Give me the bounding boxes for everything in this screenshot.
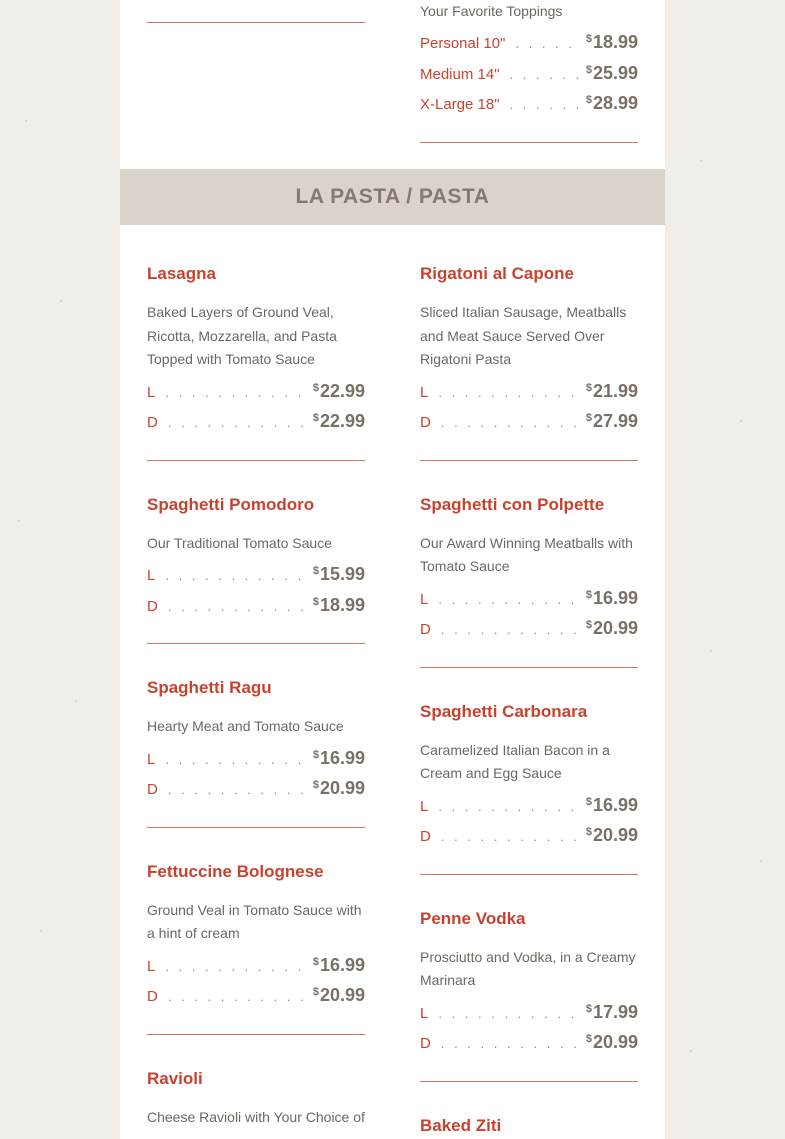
price-row xyxy=(420,93,638,124)
menu-item xyxy=(147,1055,365,1130)
item-title: Baked Ziti xyxy=(420,1115,502,1135)
price-value xyxy=(313,778,365,799)
price-row xyxy=(420,1002,638,1033)
price-value xyxy=(313,748,365,769)
price-row xyxy=(147,748,365,779)
price-row xyxy=(420,588,638,619)
dot-leader xyxy=(515,36,579,51)
price-row xyxy=(147,985,365,1016)
menu-item xyxy=(420,895,638,1082)
dot-leader xyxy=(510,97,580,112)
item-description: Our Award Winning Meatballs with Tomato Sauce xyxy=(420,534,633,574)
dot-leader xyxy=(168,599,307,614)
size-label: D xyxy=(147,781,158,798)
price-value xyxy=(586,1002,638,1023)
item-description: Sliced Italian Sausage, Meatballs and Meat Sauce Served Over Rigatoni Pasta xyxy=(420,304,627,367)
price-value xyxy=(586,1032,638,1053)
item-divider xyxy=(147,460,365,461)
price-value xyxy=(586,588,638,609)
size-label: L xyxy=(147,750,156,768)
item-divider xyxy=(147,827,365,828)
item-description: Our Traditional Tomato Sauce xyxy=(147,534,332,551)
size-label: L xyxy=(147,957,156,975)
price-amount: 16.99 xyxy=(592,587,638,608)
size-label: X-Large 18" xyxy=(420,96,500,113)
price-amount: 25.99 xyxy=(592,62,638,83)
item-divider xyxy=(147,1034,365,1035)
dot-leader xyxy=(165,385,306,400)
price-amount: 20.99 xyxy=(592,825,638,845)
item-divider xyxy=(420,142,638,143)
currency-symbol: $ xyxy=(312,595,319,608)
size-label: D xyxy=(420,1035,431,1052)
currency-symbol: $ xyxy=(585,795,592,808)
currency-symbol: $ xyxy=(312,565,319,577)
price-amount: 16.99 xyxy=(319,747,365,768)
dot-leader xyxy=(168,782,307,797)
pasta-left-column xyxy=(147,250,365,1138)
menu-item xyxy=(147,481,365,645)
menu-item xyxy=(420,688,638,875)
currency-symbol: $ xyxy=(585,412,592,424)
price-amount: 20.99 xyxy=(319,985,365,1005)
menu-item xyxy=(147,664,365,828)
price-row xyxy=(147,564,365,595)
price-amount: 28.99 xyxy=(592,93,638,113)
menu-item xyxy=(420,1102,638,1137)
dot-leader xyxy=(510,67,580,82)
item-description: Your Favorite Toppings xyxy=(420,3,563,19)
menu-item xyxy=(420,250,638,461)
price-value xyxy=(586,63,638,84)
top-right-column xyxy=(420,0,638,143)
price-amount: 18.99 xyxy=(319,594,365,615)
size-label: D xyxy=(147,414,158,431)
size-label: D xyxy=(420,621,431,638)
dot-leader xyxy=(441,1036,580,1051)
price-amount: 16.99 xyxy=(319,954,365,975)
item-title: Penne Vodka xyxy=(420,908,526,928)
item-description: Ground Veal in Tomato Sauce with a hint of cream xyxy=(147,901,362,941)
dot-leader xyxy=(438,385,579,400)
item-title: Lasagna xyxy=(147,264,216,283)
dot-leader xyxy=(165,568,306,583)
price-value xyxy=(313,595,365,616)
price-amount: 21.99 xyxy=(592,380,638,401)
price-amount: 22.99 xyxy=(319,380,365,401)
price-value xyxy=(313,381,365,402)
price-amount: 18.99 xyxy=(592,32,638,52)
price-row xyxy=(420,381,638,412)
dot-leader xyxy=(441,829,580,844)
price-amount: 20.99 xyxy=(319,778,365,798)
price-value xyxy=(586,825,638,846)
size-label: L xyxy=(147,383,156,401)
price-row xyxy=(147,778,365,809)
price-row xyxy=(420,32,638,63)
menu-item xyxy=(147,848,365,1035)
price-row xyxy=(420,825,638,856)
price-row xyxy=(420,1032,638,1063)
price-value xyxy=(586,795,638,816)
item-description: Hearty Meat and Tomato Sauce xyxy=(147,718,344,734)
pasta-right-column xyxy=(420,250,638,1137)
dot-leader xyxy=(165,959,306,974)
item-divider xyxy=(420,1081,638,1082)
item-title: Fettuccine Bolognese xyxy=(147,861,324,881)
size-label: L xyxy=(420,797,429,815)
currency-symbol: $ xyxy=(585,381,592,394)
menu-item xyxy=(147,250,365,461)
currency-symbol: $ xyxy=(585,94,592,106)
price-row xyxy=(420,618,638,649)
currency-symbol: $ xyxy=(585,1002,592,1015)
price-value xyxy=(313,985,365,1006)
item-divider xyxy=(420,667,638,668)
price-list xyxy=(420,32,638,124)
price-row xyxy=(147,381,365,412)
currency-symbol: $ xyxy=(312,412,319,424)
item-description: Prosciutto and Vodka, in a Creamy Marinara xyxy=(420,948,636,988)
item-title: Spaghetti Carbonara xyxy=(420,701,588,721)
section-title: LA PASTA / PASTA xyxy=(295,185,490,208)
size-label: L xyxy=(420,590,429,608)
size-label: L xyxy=(147,567,156,584)
top-left-column xyxy=(147,0,365,23)
item-title: Rigatoni al Capone xyxy=(420,264,574,283)
price-amount: 17.99 xyxy=(592,1001,638,1022)
size-label: Personal 10" xyxy=(420,35,506,52)
price-amount: 20.99 xyxy=(592,618,638,638)
price-amount: 15.99 xyxy=(319,564,365,584)
price-value xyxy=(586,32,638,53)
price-amount: 16.99 xyxy=(592,794,638,815)
menu-item xyxy=(420,481,638,668)
size-label: Medium 14" xyxy=(420,65,500,83)
size-label: L xyxy=(420,383,429,401)
item-description: Baked Layers of Ground Veal, Ricotta, Mozzarella, and Pasta Topped with Tomato Sauce xyxy=(147,304,337,367)
section-header xyxy=(120,169,665,225)
item-title: Spaghetti Ragu xyxy=(147,678,272,697)
size-label: D xyxy=(147,988,158,1005)
currency-symbol: $ xyxy=(312,779,319,791)
dot-leader xyxy=(168,415,307,430)
currency-symbol: $ xyxy=(312,955,319,968)
menu-page xyxy=(120,0,665,1139)
currency-symbol: $ xyxy=(585,63,592,76)
price-row xyxy=(147,955,365,986)
currency-symbol: $ xyxy=(312,748,319,761)
price-row xyxy=(147,411,365,442)
price-amount: 22.99 xyxy=(319,411,365,431)
price-value xyxy=(313,955,365,976)
item-divider xyxy=(420,460,638,461)
dot-leader xyxy=(168,989,307,1004)
dot-leader xyxy=(438,1006,579,1021)
item-description: Caramelized Italian Bacon in a Cream and Egg Sauce xyxy=(420,741,610,781)
currency-symbol: $ xyxy=(585,619,592,631)
item-description: Cheese Ravioli with Your Choice of xyxy=(147,1108,365,1125)
currency-symbol: $ xyxy=(312,986,319,998)
price-value xyxy=(313,564,365,585)
price-value xyxy=(586,618,638,639)
size-label: D xyxy=(420,414,431,431)
currency-symbol: $ xyxy=(585,33,592,45)
price-value xyxy=(586,411,638,432)
price-row xyxy=(420,411,638,442)
currency-symbol: $ xyxy=(585,1033,592,1045)
currency-symbol: $ xyxy=(585,588,592,601)
item-title: Spaghetti Pomodoro xyxy=(147,494,315,514)
dot-leader xyxy=(165,752,306,767)
item-divider xyxy=(147,643,365,644)
size-label: D xyxy=(420,828,431,845)
price-amount: 27.99 xyxy=(592,411,638,431)
item-divider xyxy=(147,0,365,23)
size-label: D xyxy=(147,597,158,615)
currency-symbol: $ xyxy=(585,826,592,838)
currency-symbol: $ xyxy=(312,381,319,394)
item-title: Spaghetti con Polpette xyxy=(420,494,605,514)
item-divider xyxy=(420,874,638,875)
price-amount: 20.99 xyxy=(592,1032,638,1052)
dot-leader xyxy=(441,622,580,637)
size-label: L xyxy=(420,1004,429,1022)
dot-leader xyxy=(438,592,579,607)
dot-leader xyxy=(438,799,579,814)
price-value xyxy=(586,93,638,114)
price-value xyxy=(586,381,638,402)
price-row xyxy=(147,595,365,626)
dot-leader xyxy=(441,415,580,430)
item-title: Ravioli xyxy=(147,1068,203,1088)
price-row xyxy=(420,795,638,826)
price-row xyxy=(420,63,638,94)
price-value xyxy=(313,411,365,432)
